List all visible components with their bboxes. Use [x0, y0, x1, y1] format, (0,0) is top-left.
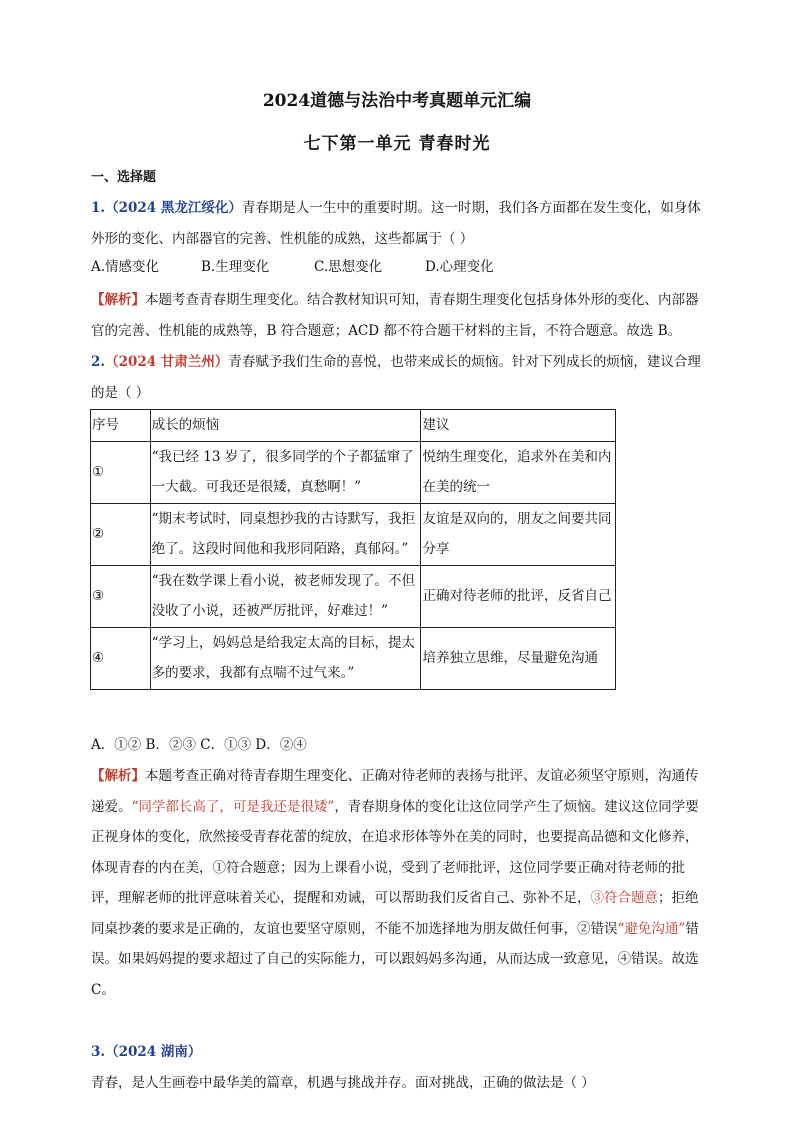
- question-1-options: [91, 255, 494, 275]
- option-b: B.生理变化: [201, 259, 270, 275]
- analysis-text: ，青春期身体的变化让这位同学产生了烦恼。建议这位同学要正视身体的变化，欣然接受青春花蕾的绽放，在追求形体等外在美的同时，也要提高品德和文化修养，体现青春的内在美，①符合题意；因为上课看小说，受到了老师批评，这位同学要正确对待老师的批评，理解老师的批评意味着关心，提醒和劝诫，可以帮助我们反省自己、弥补不足，: [91, 798, 699, 906]
- worries-table: [90, 409, 616, 690]
- table-row: [91, 627, 616, 689]
- analysis-text: ；拒绝同桌抄袭的要求是正确的，友谊也要坚守原则，不能不加选择地为朋友做任何事，②错误: [91, 890, 699, 937]
- analysis-text: 本题考查青春期生理变化。结合教材知识可知，青春期生理变化包括身体外形的变化、内部器官的完善、性机能的成熟等，B 符合题意；ACD 都不符合题干材料的主旨，不符合题意。故选 B。: [91, 292, 699, 339]
- option-c: C.思想变化: [314, 259, 383, 275]
- option-d: D.心理变化: [425, 259, 494, 275]
- table-cell: “我在数学课上看小说，被老师发现了。不但没收了小说，还被严厉批评，好难过！”: [150, 565, 421, 627]
- table-row: [91, 441, 616, 503]
- question-stem: 青春赋予我们生命的喜悦，也带来成长的烦恼。针对下列成长的烦恼，建议合理的是（ ）: [91, 354, 701, 401]
- table-cell: ②: [91, 503, 151, 565]
- table-cell: 友谊是双向的，朋友之间要共同分享: [421, 503, 616, 565]
- analysis-quote: “同学都长高了，可是我还是很矮”: [131, 798, 335, 815]
- analysis-label: 【解析】: [91, 768, 145, 784]
- table-header-cell: 成长的烦恼: [150, 410, 421, 442]
- document-title: 2024道德与法治中考真题单元汇编: [262, 91, 532, 111]
- table-header-cell: 建议: [421, 410, 616, 442]
- question-1: [91, 193, 705, 254]
- question-source: （2024 黑龙江绥化）: [105, 200, 242, 216]
- table-row: [91, 565, 616, 627]
- table-header-row: [91, 410, 616, 442]
- table-cell: “学习上，妈妈总是给我定太高的目标，提太多的要求，我都有点喘不过气来。”: [150, 627, 421, 689]
- table-cell: ③: [91, 565, 151, 627]
- question-2: [91, 347, 705, 408]
- analysis-label: 【解析】: [91, 292, 145, 308]
- section-heading: 一、选择题: [91, 170, 157, 185]
- table-row: [91, 503, 616, 565]
- table-cell: 培养独立思维，尽量避免沟通: [421, 627, 616, 689]
- analysis-text: 本题考查正确对待青春期生理变化、正确对待老师的表扬与批评、友谊必须坚守原则，沟通传递爱。: [91, 768, 699, 815]
- analysis-text: 错误。如果妈妈提的要求超过了自己的实际能力，可以跟妈妈多沟通，从而达成一致意见，④错误。故选 C。: [91, 920, 699, 998]
- question-stem: 青春期是人一生中的重要时期。这一时期，我们各方面都在发生变化，如身体外形的变化、内部器官的完善、性机能的成熟，这些都属于（ ）: [91, 200, 701, 247]
- table-header-cell: 序号: [91, 410, 151, 442]
- analysis-quote: “避免沟通”: [617, 920, 686, 937]
- unit-title: 七下第一单元 青春时光: [303, 134, 491, 154]
- question-number: 2.: [91, 354, 106, 370]
- question-source: （2024 湖南）: [105, 1044, 202, 1060]
- table-cell: ④: [91, 627, 151, 689]
- table-cell: “期末考试时，同桌想抄我的古诗默写，我拒绝了。这段时间他和我形同陌路，真郁闷。”: [150, 503, 421, 565]
- question-2-analysis: [91, 761, 705, 1005]
- analysis-highlight: ③符合题意: [590, 890, 658, 906]
- table-cell: “我已经 13 岁了，很多同学的个子都猛窜了一大截。可我还是很矮，真愁啊！”: [150, 441, 421, 503]
- question-number: 1.: [91, 200, 106, 216]
- question-1-analysis: [91, 285, 705, 346]
- table-cell: 正确对待老师的批评，反省自己: [421, 565, 616, 627]
- question-3: [91, 1037, 705, 1098]
- question-stem: 青春，是人生画卷中最华美的篇章，机遇与挑战并存。面对挑战，正确的做法是（ ）: [91, 1074, 595, 1091]
- question-number: 3.: [91, 1044, 106, 1060]
- table-cell: ①: [91, 441, 151, 503]
- table-cell: 悦纳生理变化，追求外在美和内在美的统一: [421, 441, 616, 503]
- question-source: （2024 甘肃兰州）: [105, 354, 229, 370]
- option-a: A.情感变化: [91, 259, 160, 275]
- question-2-options: A．①② B．②③ C．①③ D．②④: [91, 737, 307, 753]
